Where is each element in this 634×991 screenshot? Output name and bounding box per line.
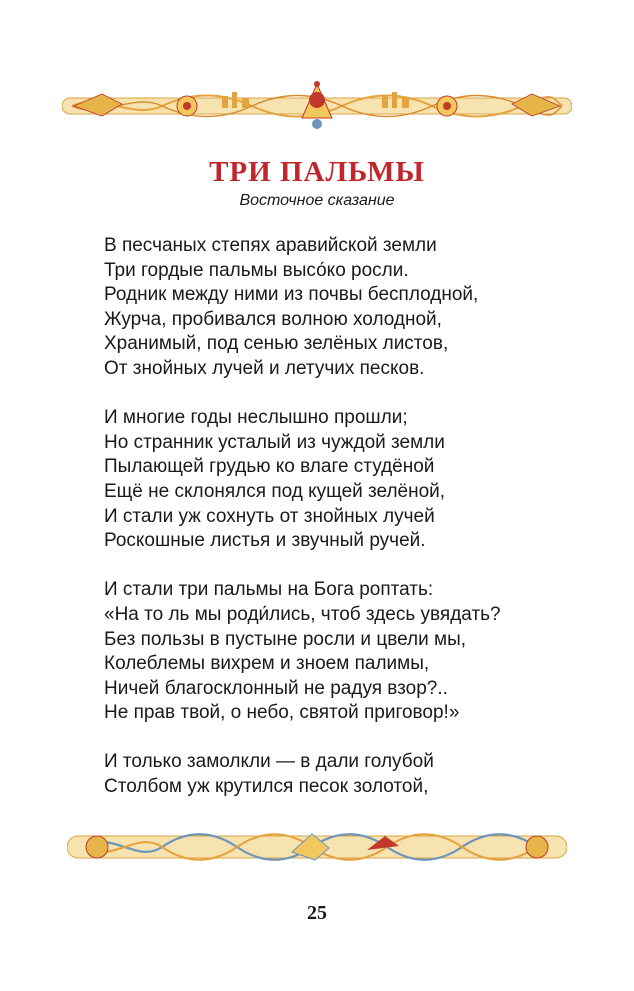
poem-line: «На то ль мы роди́лись, чтоб здесь увядать? <box>104 603 501 625</box>
poem-line: Три гордые пальмы высо́ко росли. <box>104 259 409 281</box>
stanza <box>104 578 574 726</box>
stanza <box>104 750 574 799</box>
poem-line: Пылающей грудью ко влаге студёной <box>104 456 435 478</box>
page-number: 25 <box>307 902 327 924</box>
poem-line: Ещё не склонялся под кущей зелёной, <box>104 480 446 502</box>
poem-line: Не прав твой, о небо, святой приговор!» <box>104 702 460 724</box>
poem-subtitle: Восточное сказание <box>239 192 395 209</box>
flower-icon <box>177 96 197 116</box>
poem-line: И стали три пальмы на Бога роптать: <box>104 579 434 601</box>
poem-line: Но странник усталый из чуждой земли <box>104 431 445 453</box>
poem-line: И многие годы неслышно прошли; <box>104 407 408 429</box>
poem-line: В песчаных степях аравийской земли <box>104 235 437 256</box>
poem-line: От знойных лучей и летучих песков. <box>104 357 425 379</box>
flower-icon <box>437 96 457 116</box>
poem-line: Хранимый, под сенью зелёных листов, <box>104 333 449 355</box>
poem-line: Столбом уж крутился песок золотой, <box>104 776 429 798</box>
poem-line: Роскошные листья и звучный ручей. <box>104 530 426 552</box>
poem-title: ТРИ ПАЛЬМЫ <box>209 156 425 188</box>
poem-line: Колеблемы вихрем и зноем палимы, <box>104 653 430 675</box>
poem-line: Ничей благосклонный не радуя взор?.. <box>104 677 448 699</box>
poem-line: Журча, пробивался волною холодной, <box>104 308 442 330</box>
poem-line: Родник между ними из почвы бесплодной, <box>104 284 479 306</box>
poem-line: Без пользы в пустыне росли и цвели мы, <box>104 628 467 650</box>
top-ornament-border <box>62 78 572 134</box>
bottom-ornament-border <box>67 822 567 872</box>
poem-body <box>104 234 574 800</box>
stanza <box>104 234 574 382</box>
poem-line: И только замолкли — в дали голубой <box>104 751 434 773</box>
poem-line: И стали уж сохнуть от знойных лучей <box>104 505 435 527</box>
stanza <box>104 406 574 554</box>
